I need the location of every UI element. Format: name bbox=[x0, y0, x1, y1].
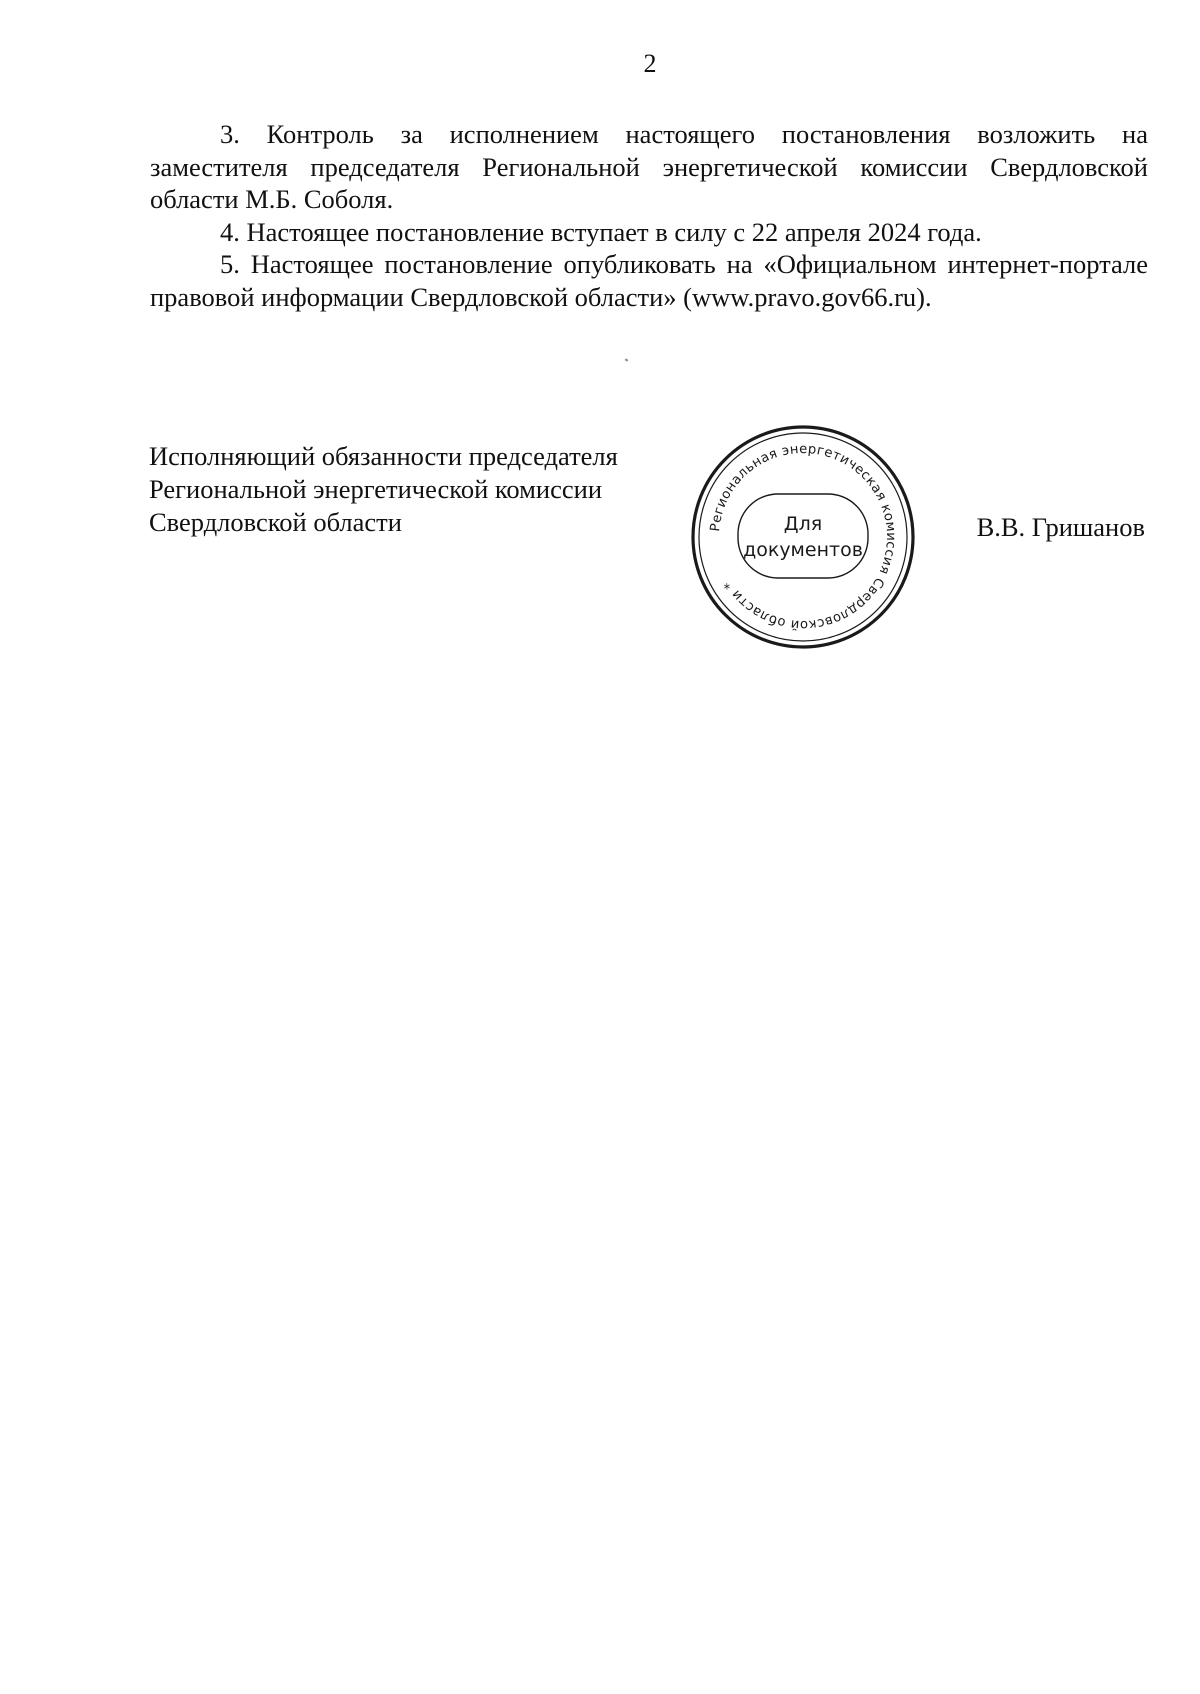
stamp-ring-textpath: Региональная энергетическая комиссия Свердловской области * bbox=[708, 441, 899, 633]
document-body bbox=[150, 118, 1148, 313]
paragraph-4: 4. Настоящее постановление вступает в силу с 22 апреля 2024 года. bbox=[220, 216, 982, 247]
signatory-name: В.В. Гришанов bbox=[976, 512, 1145, 542]
official-stamp bbox=[690, 424, 916, 650]
paragraph-3: 3. Контроль за исполнением настоящего постановления возложить на заместителя председателя Региональной энергетической комиссии Свердловской области М.Б. Соболя. bbox=[150, 119, 1148, 214]
page-number: 2 bbox=[643, 49, 657, 78]
stamp-center-line2: документов bbox=[743, 539, 863, 561]
stamp-outer-ring bbox=[693, 427, 913, 647]
stamp-inner-ring bbox=[699, 433, 907, 641]
scan-speck bbox=[625, 358, 629, 361]
signer-position bbox=[149, 440, 618, 539]
stamp-center-oval bbox=[738, 494, 868, 578]
stamp-seal-icon bbox=[690, 424, 916, 650]
paragraph-5: 5. Настоящее постановление опубликовать на «Официальном интернет-портале правовой информации Свердловской области» (www.pravo.gov66.ru). bbox=[150, 249, 1148, 312]
stamp-center-line1: Для bbox=[783, 513, 823, 535]
stamp-ring-text bbox=[708, 442, 898, 632]
signer-position-line: Региональной энергетической комиссии bbox=[149, 474, 602, 504]
signer-position-line: Свердловской области bbox=[149, 507, 402, 537]
signer-position-line: Исполняющий обязанности председателя bbox=[149, 441, 618, 471]
